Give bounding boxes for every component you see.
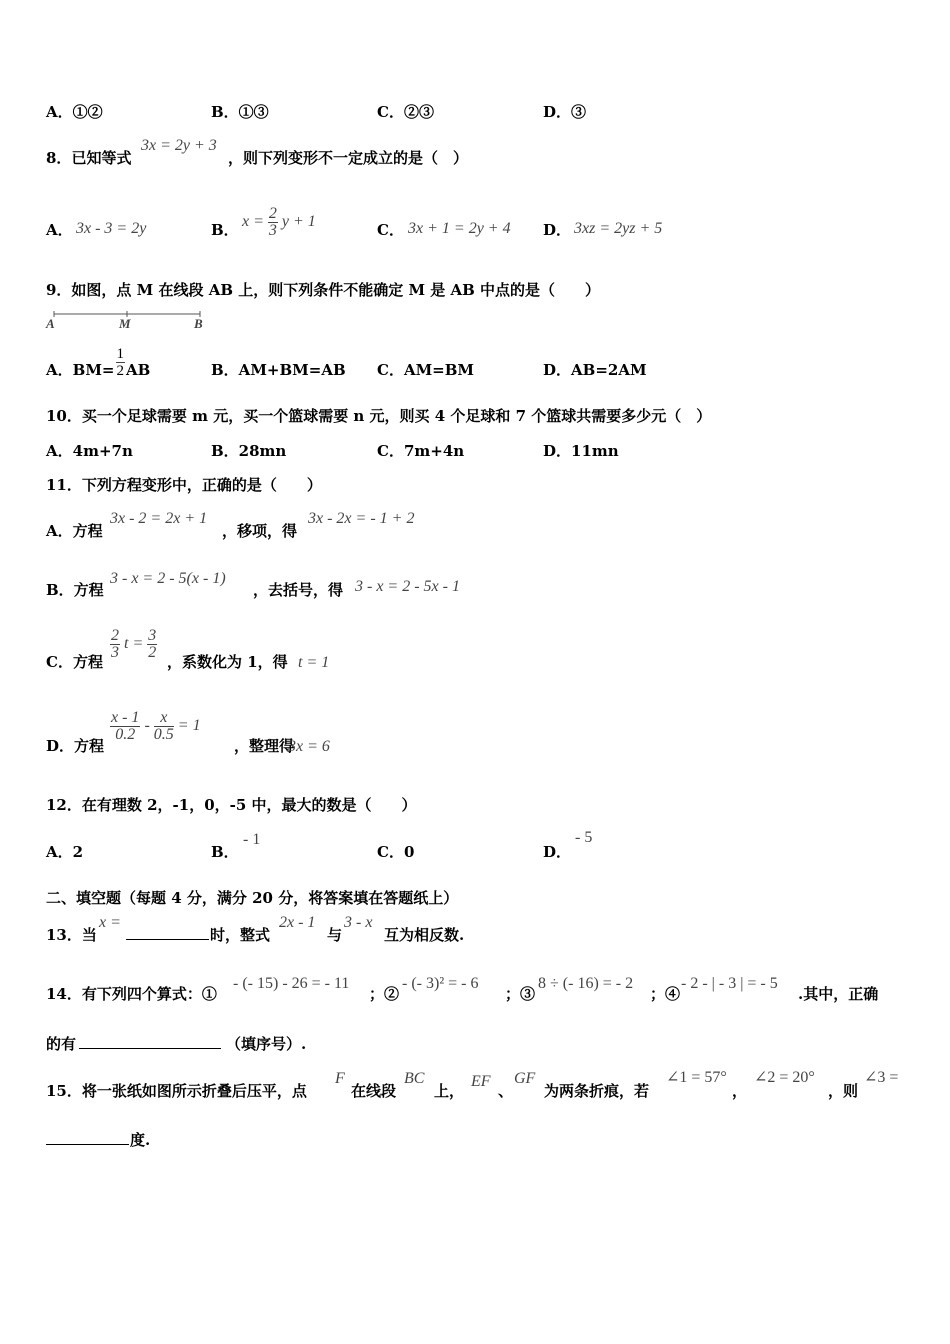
q8-prefix [46, 148, 131, 168]
q15-up: 上， [434, 1082, 465, 1100]
q14-expr-3: 8 ÷ (- 16) = - 2 [538, 975, 634, 992]
q14-sep-4: ；④ [650, 985, 681, 1003]
q13-number: 13．当 [46, 926, 97, 944]
q11-d-fraction-1: $\frac{x - 1}{0.2}$ [111, 709, 140, 743]
q10-option-a: A．4m+7n [46, 442, 133, 460]
q14-expr-4: - 2 - | - 3 | = - 5 [681, 975, 778, 992]
q15-angle-3: ∠3 = [864, 1069, 899, 1086]
q15-point-f: F [335, 1070, 345, 1087]
q13-expr1: x = [99, 914, 121, 931]
q11-c-fraction-1: $\frac{2}{3}$ [111, 627, 119, 661]
q11-c-mid: ，系数化为 1，得 [167, 653, 288, 671]
q15-crease-gf: GF [514, 1070, 536, 1087]
q8-option-d-label: D． [543, 221, 572, 239]
q8-option-c-expr: 3x + 1 = 2y + 4 [408, 220, 511, 237]
q11-c-fraction-2: $\frac{3}{2}$ [148, 627, 157, 661]
q10-stem: 10．买一个足球需要 m 元，买一个篮球需要 n 元，则买 4 个足球和 7 个篮球共需要多少元（ ） [46, 407, 712, 425]
q14-line2-post: （填序号）. [226, 1035, 307, 1053]
q12-stem: 12．在有理数 2，-1，0，-5 中，最大的数是（ ） [46, 796, 417, 814]
q8-suffix: ，则下列变形不一定成立的是（ ） [228, 149, 469, 167]
q10-option-c: C．7m+4n [377, 442, 465, 460]
q14-number: 14．有下列四个算式：① [46, 985, 217, 1003]
q11-a-expr2: 3x - 2x = - 1 + 2 [308, 510, 415, 527]
q11-b-expr2: 3 - x = 2 - 5x - 1 [355, 578, 460, 595]
q8-option-a-expr: 3x - 3 = 2y [76, 220, 147, 237]
q10-option-d: D．11mn [543, 442, 619, 460]
point-a-label: A [46, 316, 55, 331]
q8-number: 8． [46, 149, 72, 167]
q15-angle-2: ∠2 = 20° [754, 1069, 815, 1086]
q11-d-eq: = 1 [177, 717, 201, 735]
q11-d-expr1 [110, 710, 201, 743]
q8-b-post: y + 1 [281, 213, 316, 231]
q11-d-label: D．方程 [46, 737, 105, 755]
q8-prefix-text: 已知等式 [71, 149, 132, 167]
q14-sep-2: ；② [369, 985, 400, 1003]
q11-b-expr1: 3 - x = 2 - 5(x - 1) [110, 570, 226, 587]
q9-option-a [46, 345, 151, 380]
q9-option-c: C．AM=BM [377, 361, 475, 379]
q11-c-label: C．方程 [46, 653, 103, 671]
q9-a-pre: A．BM= [46, 361, 115, 379]
q11-d-fraction-2: $\frac{x}{0.5}$ [153, 709, 174, 743]
q7-option-c: C．②③ [377, 103, 434, 121]
q12-option-b-label: B． [211, 843, 239, 861]
q12-option-d-expr: - 5 [575, 829, 593, 846]
q7-option-a: A．①② [46, 103, 103, 121]
q9-a-post: AB [126, 361, 151, 379]
q11-d-expr2: 3x = 6 [288, 738, 330, 755]
q9-a-fraction: $\frac{1}{2}$ [116, 345, 124, 379]
q14-sep-3: ；③ [505, 985, 536, 1003]
q9-segment-figure [44, 308, 214, 334]
q13-answer-blank[interactable] [126, 925, 209, 940]
q13-mid: 时，整式 [210, 926, 271, 944]
q11-stem: 11．下列方程变形中，正确的是（ ） [46, 476, 322, 494]
q14-end: .其中，正确 [798, 985, 879, 1003]
q11-a-expr1: 3x - 2 = 2x + 1 [110, 510, 208, 527]
section-2-title: 二、填空题（每题 4 分，满分 20 分，将答案填在答题纸上） [46, 889, 459, 907]
q11-d-mid: ，整理得 [234, 737, 295, 755]
q13-with: 与 [327, 926, 343, 944]
q9-option-b: B．AM+BM=AB [211, 361, 346, 379]
q13-end: 互为相反数. [384, 926, 465, 944]
q11-c-expr2: t = 1 [298, 654, 330, 671]
q11-d-minus: - [144, 717, 150, 735]
q12-option-a: A．2 [46, 843, 84, 861]
q15-then: ，则 [828, 1082, 859, 1100]
q15-crease-ef: EF [471, 1073, 491, 1090]
q7-option-d: D．③ [543, 103, 587, 121]
q15-deg: 度. [130, 1131, 151, 1149]
q14-answer-blank[interactable] [79, 1034, 221, 1049]
q9-stem: 9．如图，点 M 在线段 AB 上，则下列条件不能确定 M 是 AB 中点的是（ ） [46, 281, 601, 299]
q8-b-pre: x = [242, 213, 264, 231]
point-m-label: M [119, 316, 131, 331]
q8-option-d-expr: 3xz = 2yz + 5 [574, 220, 663, 237]
q11-a-label: A．方程 [46, 522, 103, 540]
q15-dun: 、 [498, 1082, 514, 1100]
q12-option-b-expr: - 1 [243, 831, 261, 848]
q11-a-mid: ，移项，得 [222, 522, 298, 540]
q9-option-d: D．AB=2AM [543, 361, 647, 379]
q8-option-c-label: C． [377, 221, 404, 239]
q13-expr3: 3 - x [344, 914, 373, 931]
q15-segment-bc: BC [404, 1070, 425, 1087]
q12-option-d-label: D． [543, 843, 572, 861]
q11-c-t: t = [124, 635, 144, 653]
q14-expr-2: - (- 3)² = - 6 [402, 975, 479, 992]
point-b-label: B [194, 316, 203, 331]
q12-option-c: C．0 [377, 843, 415, 861]
q15-creases: 为两条折痕，若 [544, 1082, 650, 1100]
q15-number: 15．将一张纸如图所示折叠后压平，点 [46, 1082, 307, 1100]
q15-on: 在线段 [351, 1082, 397, 1100]
q7-option-b: B．①③ [211, 103, 269, 121]
q11-b-label: B．方程 [46, 581, 104, 599]
q8-option-b-expr [242, 206, 316, 239]
q15-angle-1: ∠1 = 57° [666, 1069, 727, 1086]
q11-c-expr1 [110, 628, 157, 661]
q8-option-a-label: A． [46, 221, 73, 239]
q14-line2-pre: 的有 [46, 1035, 77, 1053]
q8-option-b-label: B． [211, 221, 239, 239]
q8-expression: 3x = 2y + 3 [141, 137, 217, 154]
q8-b-fraction: $\frac{2}{3}$ [268, 205, 277, 239]
q14-expr-1: - (- 15) - 26 = - 11 [233, 975, 350, 992]
q15-comma: ， [732, 1082, 748, 1100]
q11-b-mid: ，去括号，得 [253, 581, 344, 599]
q10-option-b: B．28mn [211, 442, 287, 460]
q15-answer-blank[interactable] [46, 1130, 129, 1145]
q13-expr2: 2x - 1 [279, 914, 316, 931]
